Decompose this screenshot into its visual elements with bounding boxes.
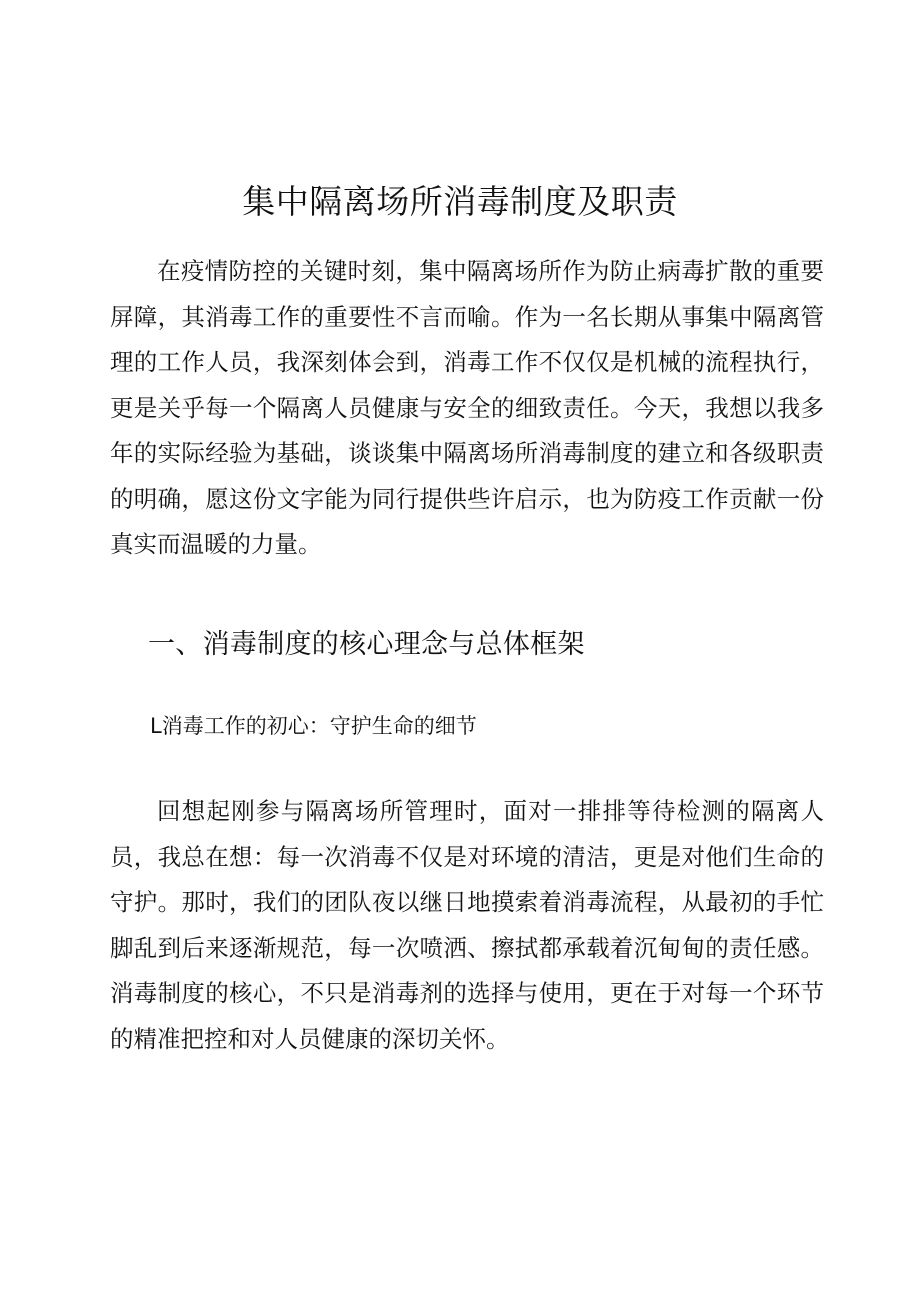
- document-title: 集中隔离场所消毒制度及职责: [242, 182, 678, 221]
- section-paragraph: 回想起刚参与隔离场所管理时，面对一排排等待检测的隔离人员，我总在想：每一次消毒不仅是对环境的清洁，更是对他们生命的守护。那时，我们的团队夜以继日地摸索着消毒流程，从最初的手忙脚乱到后来逐渐规范，每一次喷洒、擦拭都承载着沉甸甸的责任感。消毒制度的核心，不只是消毒剂的选择与使用，更在于对每一个环节的精准把控和对人员健康的深切关怀。: [110, 797, 824, 1053]
- section-heading: 一、消毒制度的核心理念与总体框架: [148, 629, 585, 660]
- intro-paragraph: 在疫情防控的关键时刻，集中隔离场所作为防止病毒扩散的重要屏障，其消毒工作的重要性不言而喻。作为一名长期从事集中隔离管理的工作人员，我深刻体会到，消毒工作不仅仅是机械的流程执行，更是关乎每一个隔离人员健康与安全的细致责任。今天，我想以我多年的实际经验为基础，谈谈集中隔离场所消毒制度的建立和各级职责的明确，愿这份文字能为同行提供些许启示，也为防疫工作贡献一份真实而温暖的力量。: [110, 257, 824, 558]
- subsection-heading: L消毒工作的初心：守护生命的细节: [150, 714, 477, 738]
